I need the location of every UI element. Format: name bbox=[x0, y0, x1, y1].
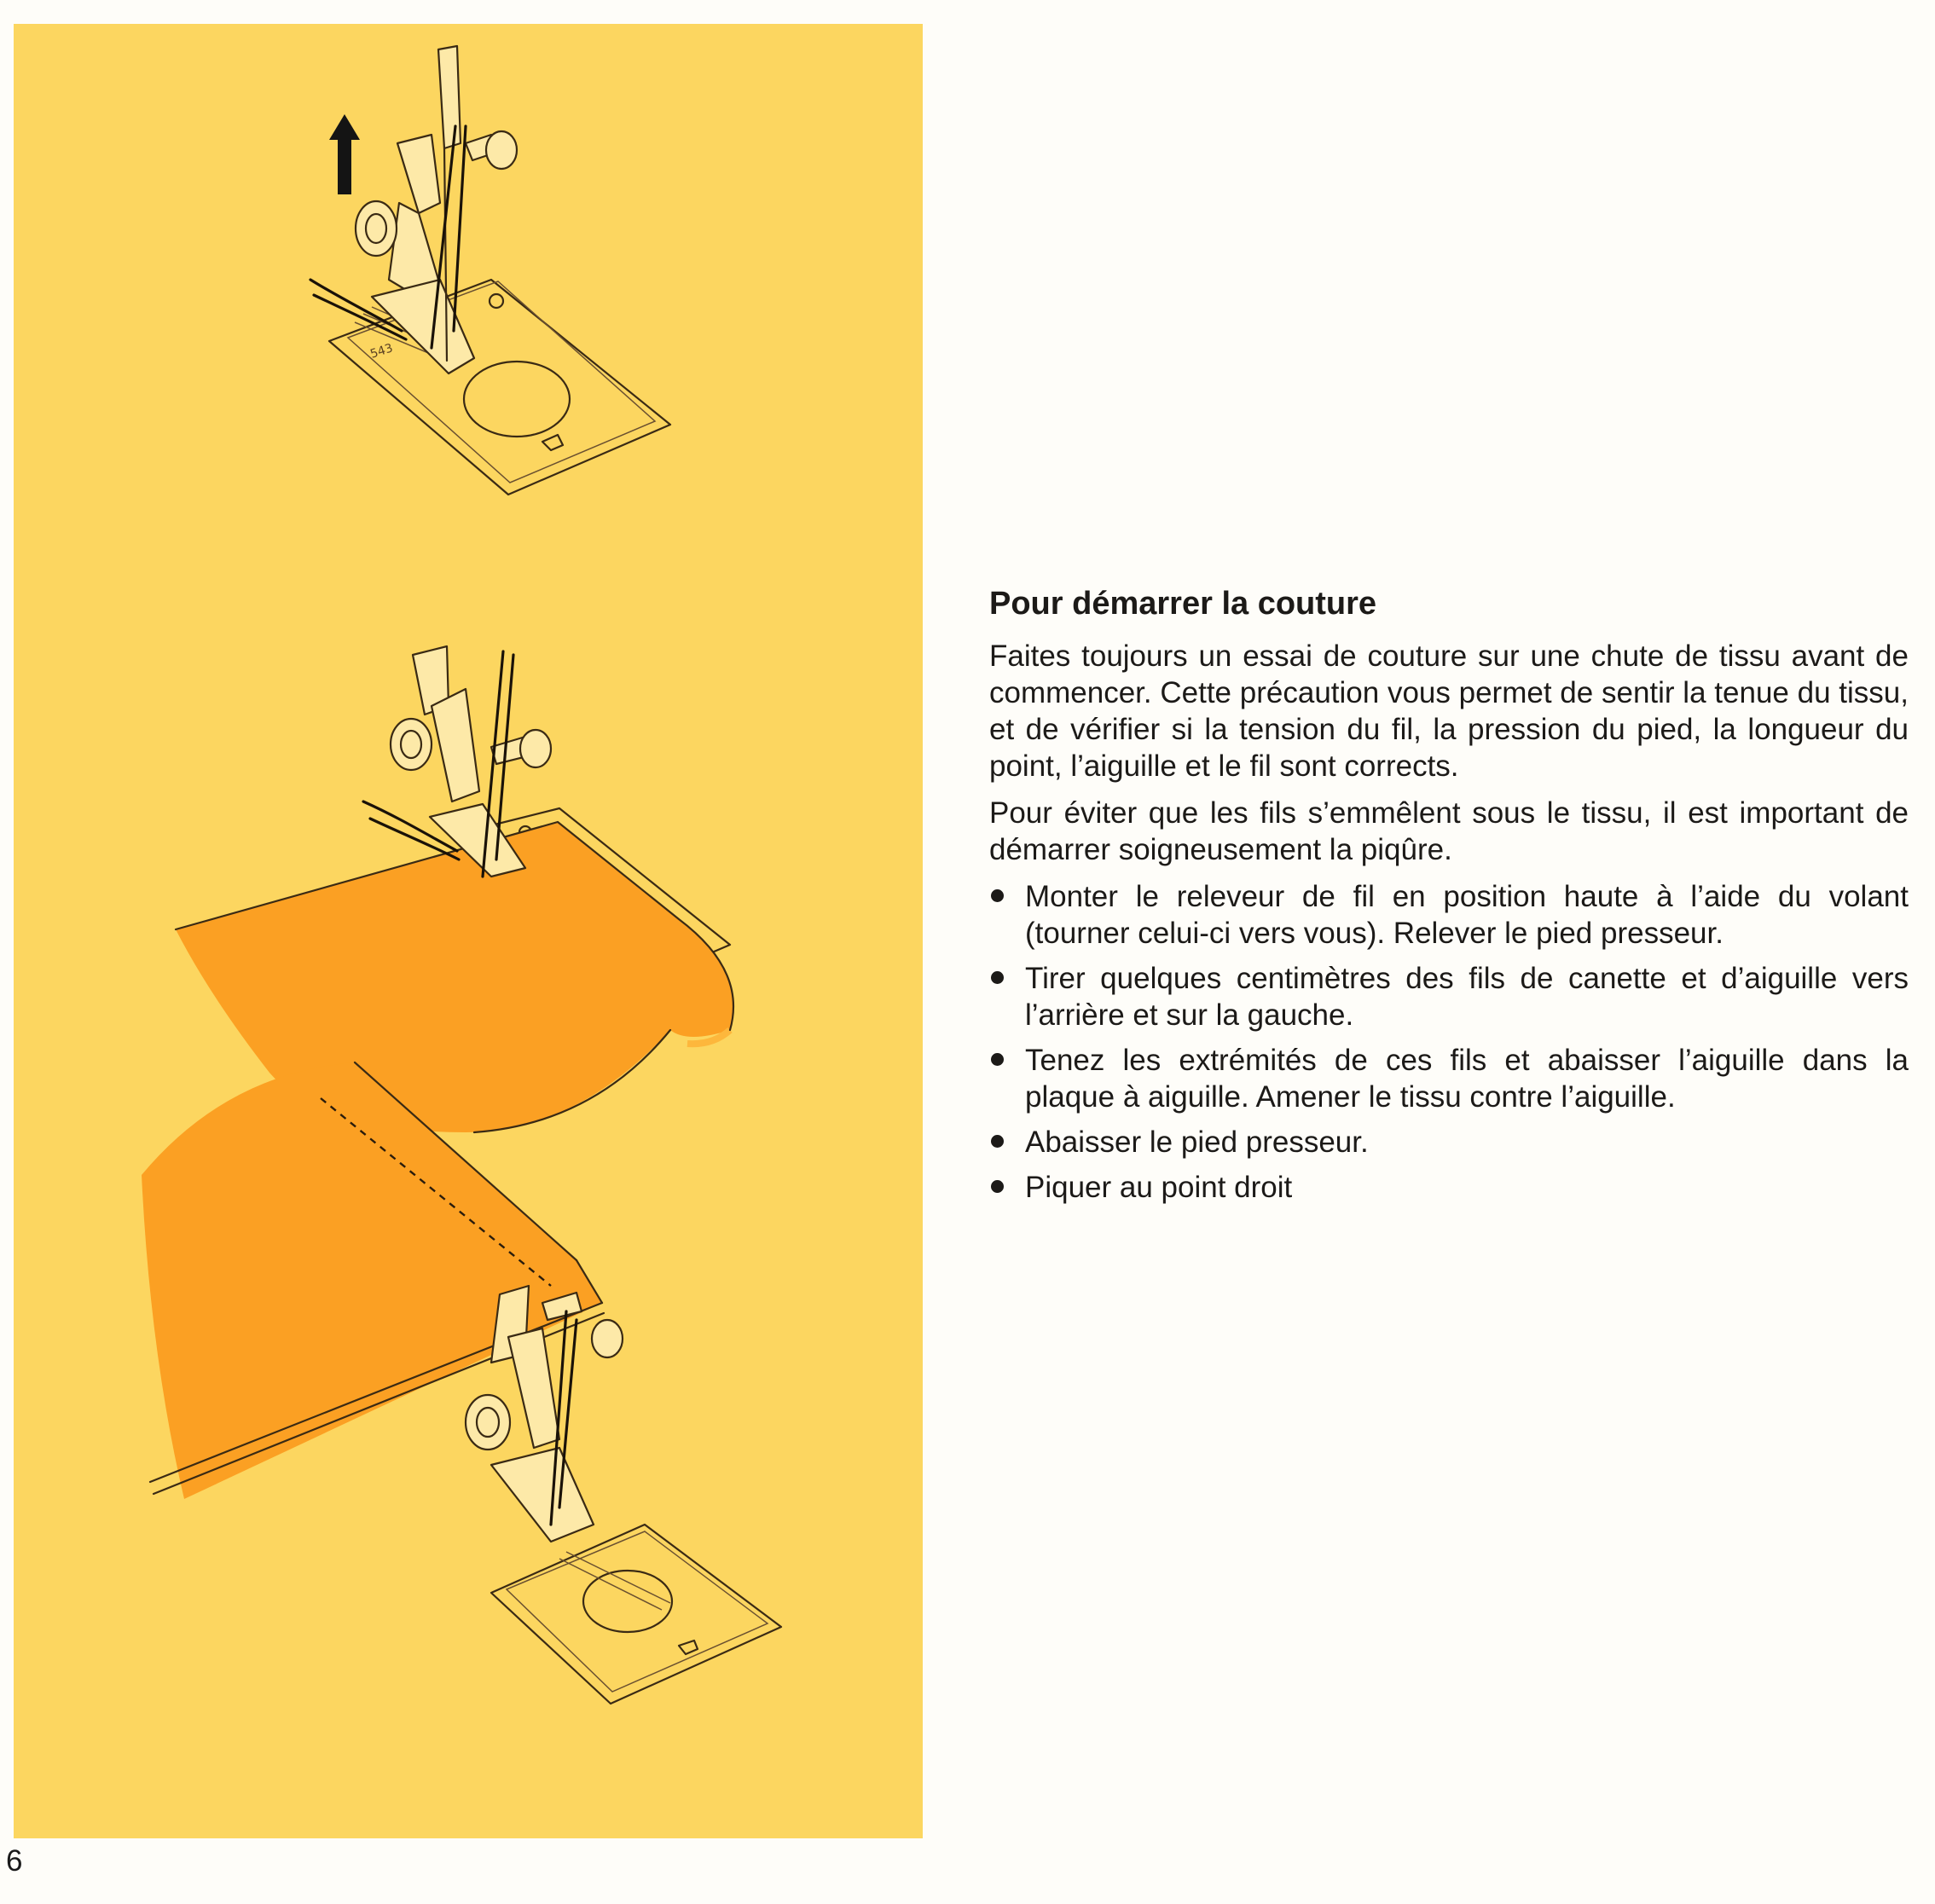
needle-plate-1 bbox=[329, 280, 670, 495]
intro-paragraph: Faites toujours un essai de couture sur une chute de tissu avant de commencer. Cette précaution vous permet de sentir la tenue du tissu, et de vérifier si la tension du fil, la pression du pied, la longueur du point, l’aiguille et le fil sont corrects. bbox=[989, 639, 1909, 783]
bullet-icon bbox=[991, 971, 1004, 984]
bullet-icon bbox=[991, 1053, 1004, 1066]
illustration-panel bbox=[14, 24, 923, 1838]
step-text: Tenez les extrémités de ces fils et abaisser l’aiguille dans la plaque à aiguille. Amener le tissu contre l’aiguille. bbox=[1025, 1044, 1909, 1114]
plate-marking-1: 543 bbox=[368, 341, 395, 362]
instruction-text bbox=[989, 585, 1909, 1214]
figure-fabric-positioned bbox=[176, 646, 733, 1132]
step-text: Monter le releveur de fil en position haute à l’aide du volant (tourner celui-ci vers vous). Relever le pied presseur. bbox=[1025, 880, 1909, 950]
presser-foot-1 bbox=[356, 46, 517, 373]
presser-knob-2 bbox=[391, 719, 432, 770]
bullet-icon bbox=[991, 889, 1004, 902]
page-number: 6 bbox=[6, 1844, 23, 1878]
presser-knob-1 bbox=[356, 201, 397, 256]
figure-foot-raised bbox=[310, 46, 670, 495]
list-item bbox=[989, 878, 1909, 952]
arrow-up-icon bbox=[329, 114, 360, 194]
list-item bbox=[989, 1042, 1909, 1115]
bullet-icon bbox=[991, 1180, 1004, 1193]
list-item bbox=[989, 1124, 1909, 1160]
warning-paragraph: Pour éviter que les fils s’emmêlent sous le tissu, il est important de démarrer soigneusement la piqûre. bbox=[989, 796, 1909, 866]
list-item bbox=[989, 1169, 1909, 1206]
sewing-steps-illustration bbox=[14, 24, 923, 1838]
step-text: Abaisser le pied presseur. bbox=[1025, 1126, 1369, 1159]
presser-knob-3 bbox=[466, 1395, 510, 1450]
list-item bbox=[989, 960, 1909, 1033]
needle-plate-3 bbox=[491, 1525, 781, 1704]
step-list bbox=[989, 878, 1909, 1206]
figure-stitching bbox=[142, 1062, 781, 1704]
bullet-icon bbox=[991, 1135, 1004, 1148]
section-title: Pour démarrer la couture bbox=[989, 586, 1377, 622]
step-text: Piquer au point droit bbox=[1025, 1171, 1293, 1204]
step-text: Tirer quelques centimètres des fils de canette et d’aiguille vers l’arrière et sur la gauche. bbox=[1025, 962, 1909, 1032]
